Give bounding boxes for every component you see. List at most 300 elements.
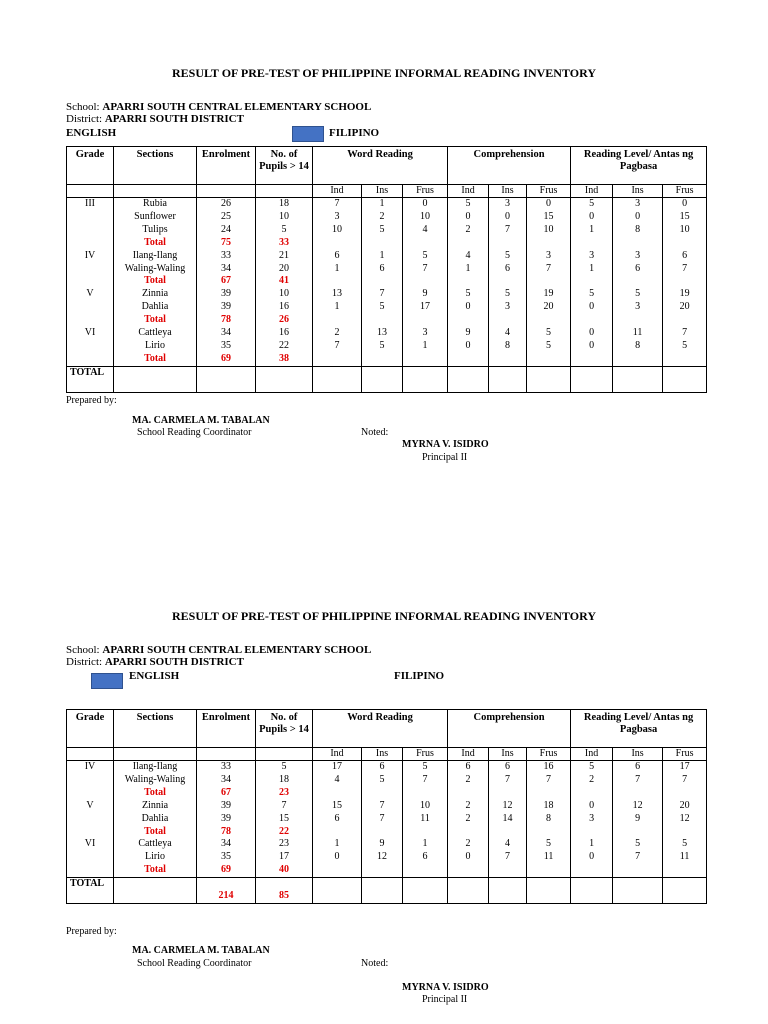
enrolment-cell: 39 bbox=[197, 800, 256, 813]
pupils-cell: 20 bbox=[256, 263, 313, 276]
score-cell: 5 bbox=[448, 288, 489, 301]
pupils-cell: 5 bbox=[256, 761, 313, 774]
score-cell: 18 bbox=[527, 800, 571, 813]
score-cell bbox=[527, 275, 571, 288]
grade-cell: V bbox=[67, 288, 114, 301]
score-cell bbox=[489, 864, 527, 877]
language-indicator-swatch bbox=[292, 126, 324, 142]
pupils-cell: 23 bbox=[256, 787, 313, 800]
enrolment-cell: 34 bbox=[197, 774, 256, 787]
score-cell: 8 bbox=[489, 340, 527, 353]
principal-name: MYRNA V. ISIDRO bbox=[402, 982, 489, 993]
score-cell bbox=[527, 314, 571, 327]
score-cell: 7 bbox=[663, 327, 707, 340]
score-cell: 5 bbox=[403, 761, 448, 774]
score-cell: 2 bbox=[448, 838, 489, 851]
score-cell: 3 bbox=[613, 301, 663, 314]
score-cell bbox=[663, 275, 707, 288]
score-cell: 3 bbox=[571, 813, 613, 826]
score-cell bbox=[313, 826, 362, 839]
enrolment-cell: 67 bbox=[197, 275, 256, 288]
school-line bbox=[66, 644, 371, 656]
grand-total-empty-cell bbox=[403, 878, 448, 904]
district-name: APARRI SOUTH DISTRICT bbox=[104, 656, 244, 668]
subheader-ins: Ins bbox=[489, 185, 527, 198]
pupils-cell: 22 bbox=[256, 826, 313, 839]
pupils-cell: 16 bbox=[256, 327, 313, 340]
score-cell bbox=[489, 787, 527, 800]
coordinator-title: School Reading Coordinator bbox=[137, 958, 252, 969]
score-cell: 12 bbox=[489, 800, 527, 813]
score-cell bbox=[663, 864, 707, 877]
score-cell bbox=[527, 237, 571, 250]
score-cell: 1 bbox=[362, 250, 403, 263]
score-cell bbox=[362, 314, 403, 327]
score-cell: 7 bbox=[663, 774, 707, 787]
grade-cell bbox=[67, 340, 114, 353]
section-cell: Ilang-Ilang bbox=[114, 761, 197, 774]
table-total-row bbox=[67, 353, 707, 366]
col-header-enrolment: Enrolment bbox=[197, 710, 256, 748]
score-cell: 3 bbox=[613, 250, 663, 263]
score-cell: 6 bbox=[313, 813, 362, 826]
language-filipino-label: FILIPINO bbox=[329, 127, 380, 139]
grand-total-empty-cell bbox=[489, 366, 527, 392]
score-cell: 4 bbox=[489, 838, 527, 851]
grand-total-empty-cell bbox=[114, 366, 197, 392]
score-cell: 4 bbox=[403, 224, 448, 237]
score-cell: 7 bbox=[313, 198, 362, 211]
subheader-ind: Ind bbox=[313, 185, 362, 198]
col-header-sections: Sections bbox=[114, 710, 197, 748]
district-line bbox=[66, 113, 244, 125]
score-cell bbox=[489, 826, 527, 839]
score-cell: 3 bbox=[613, 198, 663, 211]
col-header-reading-level: Reading Level/ Antas ng Pagbasa bbox=[571, 710, 707, 748]
score-cell: 5 bbox=[403, 250, 448, 263]
subheader-frus: Frus bbox=[527, 185, 571, 198]
grand-total-label: TOTAL bbox=[67, 878, 114, 904]
score-cell: 19 bbox=[663, 288, 707, 301]
score-cell bbox=[571, 864, 613, 877]
score-cell: 7 bbox=[403, 774, 448, 787]
score-cell: 13 bbox=[362, 327, 403, 340]
score-cell: 0 bbox=[663, 198, 707, 211]
section-cell: Waling-Waling bbox=[114, 263, 197, 276]
score-cell: 6 bbox=[362, 263, 403, 276]
score-cell: 9 bbox=[613, 813, 663, 826]
score-cell bbox=[613, 864, 663, 877]
score-cell: 7 bbox=[527, 774, 571, 787]
enrolment-cell: 39 bbox=[197, 288, 256, 301]
score-cell: 5 bbox=[362, 301, 403, 314]
score-cell: 11 bbox=[663, 851, 707, 864]
score-cell bbox=[663, 826, 707, 839]
score-cell bbox=[571, 826, 613, 839]
pupils-cell: 26 bbox=[256, 314, 313, 327]
score-cell: 10 bbox=[403, 211, 448, 224]
enrolment-cell: 78 bbox=[197, 826, 256, 839]
subheader-ins: Ins bbox=[613, 748, 663, 761]
score-cell: 0 bbox=[571, 340, 613, 353]
score-cell: 10 bbox=[403, 800, 448, 813]
coordinator-name: MA. CARMELA M. TABALAN bbox=[132, 945, 270, 956]
score-cell: 3 bbox=[571, 250, 613, 263]
grade-cell bbox=[67, 864, 114, 877]
col-header-word-reading: Word Reading bbox=[313, 710, 448, 748]
pupils-cell: 40 bbox=[256, 864, 313, 877]
section-cell: Lirio bbox=[114, 340, 197, 353]
enrolment-cell: 75 bbox=[197, 237, 256, 250]
score-cell: 5 bbox=[663, 340, 707, 353]
score-cell bbox=[313, 787, 362, 800]
score-cell: 0 bbox=[403, 198, 448, 211]
section-cell: Total bbox=[114, 314, 197, 327]
grand-total-empty-cell bbox=[489, 878, 527, 904]
score-cell: 5 bbox=[448, 198, 489, 211]
table-subheader-row bbox=[67, 185, 707, 198]
table-grand-total-row bbox=[67, 878, 707, 904]
score-cell: 11 bbox=[527, 851, 571, 864]
enrolment-cell: 67 bbox=[197, 787, 256, 800]
principal-title: Principal II bbox=[422, 452, 468, 463]
score-cell: 12 bbox=[362, 851, 403, 864]
score-cell bbox=[571, 314, 613, 327]
score-cell bbox=[448, 237, 489, 250]
grade-cell bbox=[67, 263, 114, 276]
table-row bbox=[67, 327, 707, 340]
school-name: APARRI SOUTH CENTRAL ELEMENTARY SCHOOL bbox=[102, 101, 372, 113]
score-cell: 17 bbox=[313, 761, 362, 774]
score-cell: 1 bbox=[403, 340, 448, 353]
score-cell: 0 bbox=[448, 301, 489, 314]
score-cell: 0 bbox=[571, 851, 613, 864]
grade-cell: VI bbox=[67, 838, 114, 851]
score-cell: 6 bbox=[489, 761, 527, 774]
score-cell bbox=[527, 353, 571, 366]
enrolment-cell: 69 bbox=[197, 353, 256, 366]
subheader-ind: Ind bbox=[571, 748, 613, 761]
score-cell: 13 bbox=[313, 288, 362, 301]
score-cell: 10 bbox=[313, 224, 362, 237]
district-line bbox=[66, 656, 244, 668]
pupils-cell: 5 bbox=[256, 224, 313, 237]
grade-cell bbox=[67, 211, 114, 224]
score-cell: 5 bbox=[527, 340, 571, 353]
grade-cell bbox=[67, 774, 114, 787]
score-cell bbox=[362, 826, 403, 839]
score-cell bbox=[663, 237, 707, 250]
score-cell: 3 bbox=[489, 301, 527, 314]
table-row bbox=[67, 774, 707, 787]
pupils-cell: 10 bbox=[256, 288, 313, 301]
score-cell bbox=[663, 314, 707, 327]
score-cell: 0 bbox=[448, 340, 489, 353]
score-cell: 7 bbox=[403, 263, 448, 276]
grand-total-empty-cell bbox=[527, 366, 571, 392]
enrolment-cell: 34 bbox=[197, 263, 256, 276]
score-cell: 2 bbox=[571, 774, 613, 787]
score-cell: 16 bbox=[527, 761, 571, 774]
score-cell: 19 bbox=[527, 288, 571, 301]
score-cell: 17 bbox=[403, 301, 448, 314]
score-cell: 8 bbox=[613, 224, 663, 237]
grand-total-empty-cell bbox=[663, 366, 707, 392]
subheader-empty-cell bbox=[197, 748, 256, 761]
score-cell: 0 bbox=[571, 327, 613, 340]
score-cell bbox=[489, 353, 527, 366]
score-cell: 7 bbox=[313, 340, 362, 353]
score-cell bbox=[489, 314, 527, 327]
section-cell: Ilang-Ilang bbox=[114, 250, 197, 263]
enrolment-cell: 26 bbox=[197, 198, 256, 211]
col-header-comprehension: Comprehension bbox=[448, 147, 571, 185]
section-cell: Tulips bbox=[114, 224, 197, 237]
score-cell: 5 bbox=[362, 340, 403, 353]
score-cell bbox=[362, 787, 403, 800]
score-cell: 0 bbox=[571, 800, 613, 813]
subheader-ins: Ins bbox=[613, 185, 663, 198]
col-header-pupils: No. of Pupils > 14 bbox=[256, 710, 313, 748]
score-cell: 7 bbox=[663, 263, 707, 276]
section-cell: Dahlia bbox=[114, 301, 197, 314]
score-cell: 7 bbox=[362, 288, 403, 301]
subheader-empty-cell bbox=[67, 185, 114, 198]
score-cell bbox=[403, 864, 448, 877]
score-cell: 1 bbox=[362, 198, 403, 211]
score-cell: 6 bbox=[613, 263, 663, 276]
enrolment-cell: 33 bbox=[197, 250, 256, 263]
score-cell: 5 bbox=[362, 774, 403, 787]
section-cell: Lirio bbox=[114, 851, 197, 864]
grade-cell bbox=[67, 813, 114, 826]
score-cell: 17 bbox=[663, 761, 707, 774]
score-cell: 20 bbox=[663, 301, 707, 314]
enrolment-cell: 69 bbox=[197, 864, 256, 877]
score-cell: 5 bbox=[571, 761, 613, 774]
score-cell: 10 bbox=[663, 224, 707, 237]
score-cell: 1 bbox=[403, 838, 448, 851]
enrolment-cell: 35 bbox=[197, 851, 256, 864]
score-cell: 2 bbox=[313, 327, 362, 340]
language-english-label: ENGLISH bbox=[129, 670, 180, 682]
score-cell: 6 bbox=[663, 250, 707, 263]
score-cell: 11 bbox=[403, 813, 448, 826]
table-row bbox=[67, 198, 707, 211]
subheader-ind: Ind bbox=[448, 748, 489, 761]
score-cell bbox=[313, 314, 362, 327]
score-cell bbox=[527, 864, 571, 877]
table-row bbox=[67, 800, 707, 813]
score-cell: 0 bbox=[571, 211, 613, 224]
score-cell bbox=[403, 237, 448, 250]
score-cell bbox=[448, 864, 489, 877]
grade-cell: IV bbox=[67, 250, 114, 263]
section-cell: Waling-Waling bbox=[114, 774, 197, 787]
score-cell: 10 bbox=[527, 224, 571, 237]
col-header-word-reading: Word Reading bbox=[313, 147, 448, 185]
section-cell: Rubia bbox=[114, 198, 197, 211]
school-label: School: bbox=[66, 644, 100, 656]
score-cell: 1 bbox=[313, 838, 362, 851]
table-row bbox=[67, 340, 707, 353]
score-cell: 2 bbox=[448, 813, 489, 826]
enrolment-cell: 78 bbox=[197, 314, 256, 327]
grand-total-label: TOTAL bbox=[67, 366, 114, 392]
pupils-cell: 18 bbox=[256, 198, 313, 211]
score-cell: 5 bbox=[613, 838, 663, 851]
score-cell: 0 bbox=[448, 211, 489, 224]
score-cell: 9 bbox=[362, 838, 403, 851]
score-cell: 7 bbox=[362, 800, 403, 813]
grand-total-empty-cell bbox=[448, 366, 489, 392]
score-cell: 0 bbox=[448, 851, 489, 864]
score-cell bbox=[313, 353, 362, 366]
grade-cell bbox=[67, 851, 114, 864]
subheader-ins: Ins bbox=[489, 748, 527, 761]
results-table bbox=[66, 709, 707, 904]
table-total-row bbox=[67, 787, 707, 800]
score-cell: 4 bbox=[489, 327, 527, 340]
score-cell bbox=[613, 353, 663, 366]
district-label: District: bbox=[66, 113, 103, 125]
school-line bbox=[66, 101, 371, 113]
pupils-cell: 18 bbox=[256, 774, 313, 787]
score-cell: 2 bbox=[362, 211, 403, 224]
pupils-cell: 41 bbox=[256, 275, 313, 288]
grand-total-empty-cell bbox=[362, 366, 403, 392]
col-header-grade: Grade bbox=[67, 710, 114, 748]
table-total-row bbox=[67, 864, 707, 877]
subheader-frus: Frus bbox=[663, 185, 707, 198]
score-cell: 5 bbox=[489, 288, 527, 301]
score-cell bbox=[489, 237, 527, 250]
enrolment-cell: 39 bbox=[197, 301, 256, 314]
score-cell: 0 bbox=[613, 211, 663, 224]
table-total-row bbox=[67, 237, 707, 250]
score-cell: 20 bbox=[527, 301, 571, 314]
table-row bbox=[67, 301, 707, 314]
score-cell: 0 bbox=[313, 851, 362, 864]
score-cell bbox=[613, 314, 663, 327]
subheader-empty-cell bbox=[114, 185, 197, 198]
grand-total-empty-cell bbox=[663, 878, 707, 904]
grand-total-empty-cell bbox=[448, 878, 489, 904]
grand-total-empty-cell bbox=[313, 366, 362, 392]
score-cell: 5 bbox=[663, 838, 707, 851]
report-title: RESULT OF PRE-TEST OF PHILIPPINE INFORMAL READING INVENTORY bbox=[172, 609, 596, 623]
subheader-empty-cell bbox=[114, 748, 197, 761]
grand-total-pupils bbox=[256, 366, 313, 392]
score-cell bbox=[663, 787, 707, 800]
score-cell bbox=[448, 275, 489, 288]
score-cell: 20 bbox=[663, 800, 707, 813]
pupils-cell: 23 bbox=[256, 838, 313, 851]
col-header-comprehension: Comprehension bbox=[448, 710, 571, 748]
score-cell: 8 bbox=[527, 813, 571, 826]
enrolment-cell: 34 bbox=[197, 327, 256, 340]
section-cell: Sunflower bbox=[114, 211, 197, 224]
score-cell: 2 bbox=[448, 800, 489, 813]
col-header-enrolment: Enrolment bbox=[197, 147, 256, 185]
grade-cell bbox=[67, 224, 114, 237]
score-cell: 3 bbox=[313, 211, 362, 224]
score-cell: 14 bbox=[489, 813, 527, 826]
section-cell: Total bbox=[114, 237, 197, 250]
language-english-label: ENGLISH bbox=[66, 127, 117, 139]
subheader-ins: Ins bbox=[362, 185, 403, 198]
grade-cell bbox=[67, 353, 114, 366]
table-grand-total-row bbox=[67, 366, 707, 392]
table-row bbox=[67, 224, 707, 237]
language-indicator-swatch bbox=[91, 673, 123, 689]
table-row bbox=[67, 250, 707, 263]
prepared-by-label: Prepared by: bbox=[66, 926, 117, 937]
score-cell: 5 bbox=[489, 250, 527, 263]
score-cell: 0 bbox=[489, 211, 527, 224]
score-cell: 7 bbox=[489, 224, 527, 237]
score-cell bbox=[362, 353, 403, 366]
score-cell: 1 bbox=[448, 263, 489, 276]
district-name: APARRI SOUTH DISTRICT bbox=[104, 113, 244, 125]
table-row bbox=[67, 838, 707, 851]
score-cell: 12 bbox=[663, 813, 707, 826]
score-cell: 0 bbox=[571, 301, 613, 314]
score-cell bbox=[613, 275, 663, 288]
score-cell bbox=[448, 787, 489, 800]
enrolment-cell: 33 bbox=[197, 761, 256, 774]
coordinator-name: MA. CARMELA M. TABALAN bbox=[132, 415, 270, 426]
noted-label: Noted: bbox=[361, 958, 389, 969]
score-cell bbox=[403, 826, 448, 839]
report-title: RESULT OF PRE-TEST OF PHILIPPINE INFORMAL READING INVENTORY bbox=[172, 66, 596, 80]
score-cell: 1 bbox=[571, 224, 613, 237]
pupils-cell: 22 bbox=[256, 340, 313, 353]
table-row bbox=[67, 263, 707, 276]
grand-total-pupils: 85 bbox=[256, 878, 313, 904]
grade-cell bbox=[67, 787, 114, 800]
section-cell: Total bbox=[114, 275, 197, 288]
score-cell: 9 bbox=[448, 327, 489, 340]
grand-total-empty-cell bbox=[613, 878, 663, 904]
enrolment-cell: 39 bbox=[197, 813, 256, 826]
enrolment-cell: 24 bbox=[197, 224, 256, 237]
score-cell bbox=[403, 275, 448, 288]
language-filipino-label: FILIPINO bbox=[394, 670, 445, 682]
score-cell: 3 bbox=[527, 250, 571, 263]
score-cell: 6 bbox=[313, 250, 362, 263]
score-cell: 7 bbox=[489, 774, 527, 787]
score-cell: 7 bbox=[613, 851, 663, 864]
pupils-cell: 21 bbox=[256, 250, 313, 263]
subheader-frus: Frus bbox=[663, 748, 707, 761]
score-cell: 2 bbox=[448, 774, 489, 787]
table-row bbox=[67, 288, 707, 301]
district-label: District: bbox=[66, 656, 103, 668]
table-row bbox=[67, 211, 707, 224]
score-cell: 3 bbox=[403, 327, 448, 340]
table-total-row bbox=[67, 826, 707, 839]
col-header-sections: Sections bbox=[114, 147, 197, 185]
score-cell: 8 bbox=[613, 340, 663, 353]
score-cell: 3 bbox=[489, 198, 527, 211]
score-cell: 7 bbox=[489, 851, 527, 864]
score-cell bbox=[613, 826, 663, 839]
score-cell: 6 bbox=[489, 263, 527, 276]
section-cell: Zinnia bbox=[114, 288, 197, 301]
pupils-cell: 38 bbox=[256, 353, 313, 366]
section-cell: Zinnia bbox=[114, 800, 197, 813]
